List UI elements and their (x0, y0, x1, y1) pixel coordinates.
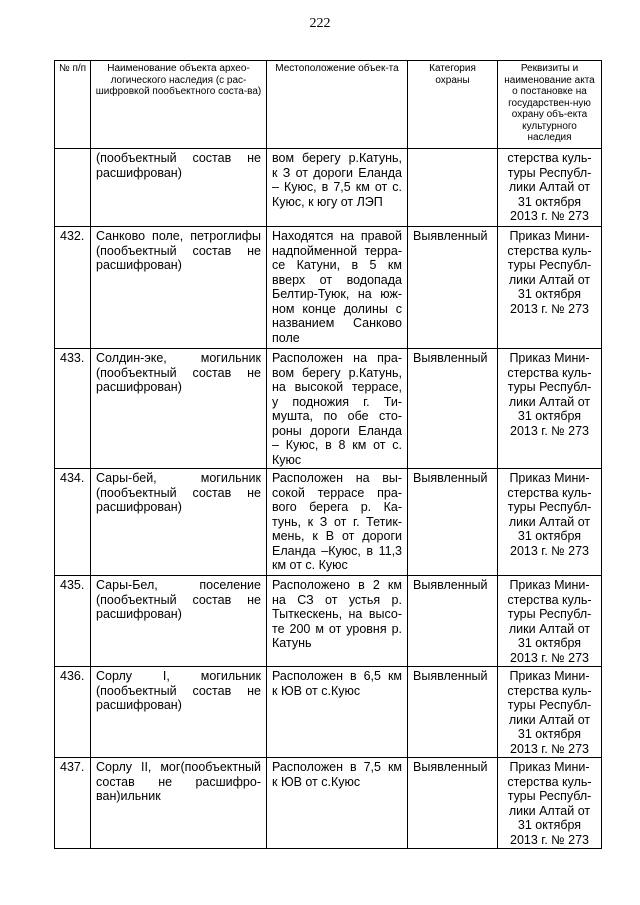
act-requisites-cell (498, 667, 602, 758)
location-cell-line: Катунь (272, 636, 312, 650)
header-location: Местоположение объек-та (267, 61, 408, 149)
location-cell-line: Расположен в 6,5 км (272, 669, 402, 683)
object-name-cell-line: (пообъектный состав не (96, 151, 261, 165)
act-requisites-cell-line: 2013 г. № 273 (510, 650, 589, 665)
object-name-cell-line: расшифрован) (96, 258, 182, 272)
object-name-cell (91, 227, 267, 349)
act-requisites-cell-line: 31 октября (517, 727, 582, 741)
act-requisites-cell-line: 31 октября (517, 409, 582, 423)
act-requisites-cell-line: Приказ Мини- (509, 351, 590, 365)
table-row (55, 469, 602, 576)
act-requisites-cell-line: стерства куль- (507, 774, 592, 789)
location-cell-line: к ЮВ от с.Куюс (272, 683, 361, 698)
table-row (55, 149, 602, 227)
table-header-row (55, 61, 602, 149)
object-name-cell (91, 349, 267, 469)
location-cell-line: вверх от водопада (272, 272, 402, 287)
object-name-cell (91, 149, 267, 227)
location-cell (267, 349, 408, 469)
table-row (55, 667, 602, 758)
location-cell-line: к ЮВ от с.Куюс (272, 774, 361, 789)
act-requisites-cell (498, 758, 602, 849)
location-cell-line: на СЗ от устья р. (272, 592, 402, 607)
act-requisites-cell-line: туры Республ- (507, 500, 592, 514)
location-cell (267, 149, 408, 227)
act-requisites-cell-line: 2013 г. № 273 (510, 301, 589, 316)
location-cell-line: км от с. Куюс (272, 558, 348, 572)
object-name-cell-line: (пообъектный состав не (96, 683, 261, 698)
heritage-registry-table (54, 60, 602, 849)
location-cell-line: вого берега р. Ка- (272, 500, 402, 514)
location-cell-line: Тыткескень, на высо- (272, 607, 402, 621)
page-number: 222 (309, 16, 331, 31)
act-requisites-cell-line: стерства куль- (507, 683, 592, 698)
location-cell-line: Находятся на правой (272, 229, 402, 243)
act-requisites-cell (498, 149, 602, 227)
act-requisites-cell-line: Приказ Мини- (509, 669, 590, 683)
object-name-cell-line: состав не расшифро- (96, 774, 261, 789)
act-requisites-cell-line: лики Алтай от (508, 514, 591, 529)
act-requisites-cell-line: Приказ Мини- (509, 229, 590, 243)
object-name-cell-line: Сары-бей, могильник (96, 471, 261, 485)
row-number: 434. (55, 469, 91, 576)
row-number: 435. (55, 576, 91, 667)
act-requisites-cell (498, 469, 602, 576)
table-row (55, 349, 602, 469)
location-cell-line: на высокой террасе, (272, 380, 402, 394)
act-requisites-cell-line: 2013 г. № 273 (510, 741, 589, 756)
location-cell-line: названием Санково (272, 316, 402, 330)
row-number: 433. (55, 349, 91, 469)
location-cell-line: мень, к В от дороги (272, 529, 402, 543)
row-number: 437. (55, 758, 91, 849)
row-number: 432. (55, 227, 91, 349)
object-name-cell-line: Сорлу II, мог(пообъектный (96, 760, 261, 774)
location-cell (267, 758, 408, 849)
act-requisites-cell-line: 31 октября (517, 194, 582, 209)
object-name-cell-line: Санково поле, петроглифы (96, 229, 261, 243)
object-name-cell-line: (пообъектный состав не (96, 485, 261, 500)
act-requisites-cell-line: туры Республ- (507, 607, 592, 621)
location-cell (267, 227, 408, 349)
protection-category-cell: Выявленный (408, 758, 498, 849)
location-cell-line: Белтир-Туюк, на юж- (272, 287, 402, 301)
protection-category-cell: Выявленный (408, 576, 498, 667)
act-requisites-cell-line: лики Алтай от (508, 621, 591, 636)
object-name-cell-line: Сорлу I, могильник (96, 669, 261, 683)
location-cell-line: Расположен в 7,5 км (272, 760, 402, 774)
act-requisites-cell-line: туры Республ- (507, 258, 592, 272)
location-cell-line: – Куюс, в 7,5 км от с. (272, 180, 402, 194)
act-requisites-cell-line: 2013 г. № 273 (510, 543, 589, 558)
location-cell (267, 469, 408, 576)
act-requisites-cell-line: туры Республ- (507, 789, 592, 803)
object-name-cell-line: расшифрован) (96, 165, 182, 180)
act-requisites-cell (498, 349, 602, 469)
location-cell-line: Расположен на вы- (272, 471, 402, 485)
protection-category-cell: Выявленный (408, 227, 498, 349)
row-number (55, 149, 91, 227)
location-cell-line: Расположено в 2 км (272, 578, 402, 592)
object-name-cell (91, 758, 267, 849)
location-cell-line: мушта, по обе сто- (272, 409, 402, 423)
header-number: № п/п (55, 61, 91, 149)
location-cell-line: вом берегу р.Катунь, (272, 365, 402, 380)
act-requisites-cell (498, 227, 602, 349)
act-requisites-cell-line: стерства куль- (507, 365, 592, 380)
location-cell-line: ном конце долины с (272, 301, 402, 316)
object-name-cell-line: (пообъектный состав не (96, 592, 261, 607)
location-cell-line: Куюс (272, 452, 302, 467)
location-cell-line: – Куюс, в 8 км от с. (272, 438, 402, 452)
location-cell-line: Расположен на пра- (272, 351, 402, 365)
act-requisites-cell-line: 31 октября (517, 287, 582, 301)
protection-category-cell: Выявленный (408, 667, 498, 758)
row-number: 436. (55, 667, 91, 758)
act-requisites-cell-line: лики Алтай от (508, 803, 591, 818)
table-row (55, 576, 602, 667)
act-requisites-cell-line: 2013 г. № 273 (510, 423, 589, 438)
act-requisites-cell-line: туры Республ- (507, 165, 592, 180)
location-cell-line: Куюс, к югу от ЛЭП (272, 194, 383, 209)
location-cell-line: роны дороги Еланда (272, 423, 402, 438)
object-name-cell (91, 576, 267, 667)
table-body (55, 149, 602, 849)
object-name-cell-line: Солдин-эке, могильник (96, 351, 261, 365)
object-name-cell-line: Сары-Бел, поселение (96, 578, 261, 592)
act-requisites-cell-line: стерства куль- (507, 592, 592, 607)
table-row (55, 227, 602, 349)
location-cell (267, 667, 408, 758)
location-cell-line: вом берегу р.Катунь, (272, 151, 402, 165)
location-cell-line: к З от дороги Еланда (272, 165, 402, 180)
object-name-cell-line: расшифрован) (96, 607, 182, 621)
location-cell-line: тунь, к З от г. Тетик- (272, 514, 402, 529)
protection-category-cell: Выявленный (408, 469, 498, 576)
object-name-cell-line: (пообъектный состав не (96, 243, 261, 258)
act-requisites-cell (498, 576, 602, 667)
protection-category-cell (408, 149, 498, 227)
location-cell-line: у подножия г. Ти- (272, 394, 402, 409)
object-name-cell (91, 667, 267, 758)
location-cell-line: Еланда –Куюс, в 11,3 (272, 543, 402, 558)
act-requisites-cell-line: лики Алтай от (508, 394, 591, 409)
act-requisites-cell-line: стерства куль- (507, 243, 592, 258)
table-row (55, 758, 602, 849)
act-requisites-cell-line: 31 октября (517, 636, 582, 650)
location-cell-line: се Катуни, в 5 км (272, 258, 402, 272)
act-requisites-cell-line: 2013 г. № 273 (510, 209, 589, 223)
object-name-cell-line: (пообъектный состав не (96, 365, 261, 380)
act-requisites-cell-line: Приказ Мини- (509, 578, 590, 592)
object-name-cell-line: расшифрован) (96, 698, 182, 712)
act-requisites-cell-line: 31 октября (517, 818, 582, 832)
object-name-cell-line: расшифрован) (96, 500, 182, 514)
location-cell-line: надпойменной терра- (272, 243, 402, 258)
object-name-cell-line: ван)ильник (96, 789, 161, 803)
object-name-cell-line: расшифрован) (96, 380, 182, 394)
act-requisites-cell-line: лики Алтай от (508, 272, 591, 287)
act-requisites-cell-line: Приказ Мини- (509, 760, 590, 774)
act-requisites-cell-line: Приказ Мини- (509, 471, 590, 485)
act-requisites-cell-line: лики Алтай от (508, 712, 591, 727)
header-object-name: Наименование объекта архео-логического наследия (с рас-шифровкой пообъектного соста-ва) (91, 61, 267, 149)
location-cell-line: поле (272, 330, 300, 345)
act-requisites-cell-line: 31 октября (517, 529, 582, 543)
act-requisites-cell-line: стерства куль- (507, 485, 592, 500)
protection-category-cell: Выявленный (408, 349, 498, 469)
location-cell (267, 576, 408, 667)
act-requisites-cell-line: туры Республ- (507, 380, 592, 394)
act-requisites-cell-line: 2013 г. № 273 (510, 832, 589, 847)
location-cell-line: сокой террасе пра- (272, 485, 402, 500)
location-cell-line: те 200 м от уровня р. (272, 621, 402, 636)
act-requisites-cell-line: стерства куль- (507, 151, 592, 165)
act-requisites-cell-line: лики Алтай от (508, 180, 591, 194)
header-protection-category: Категория охраны (408, 61, 498, 149)
act-requisites-cell-line: туры Республ- (507, 698, 592, 712)
object-name-cell (91, 469, 267, 576)
header-act-requisites: Реквизиты и наименование акта о постановке на государствен-ную охрану объ-екта культурного наследия (498, 61, 602, 149)
